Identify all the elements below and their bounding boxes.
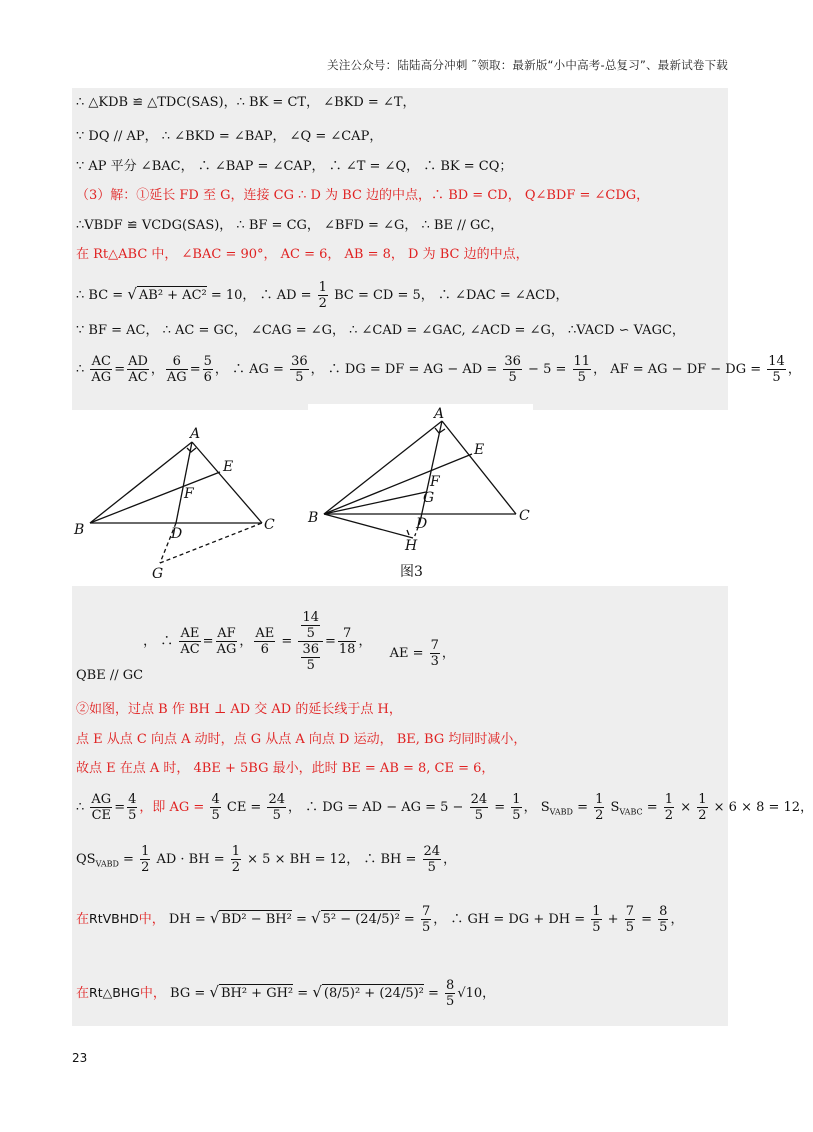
denominator: 5 <box>446 994 455 1009</box>
line-s1: ②如图，过点 B 作 BH ⊥ AD 交 AD 的延长线于点 H， <box>76 702 402 717</box>
text: QBE // GC <box>76 668 144 683</box>
text: S <box>606 800 620 815</box>
radical-sign: √ <box>127 285 137 303</box>
denominator: AG <box>166 370 187 385</box>
segment-ab <box>90 442 192 523</box>
numerator: 1 <box>592 904 601 919</box>
text: ， <box>239 634 253 649</box>
denominator: 5 <box>421 920 431 935</box>
text: RtVBHD <box>89 911 139 926</box>
line-s3: 故点 E 在点 A 时， 4BE + 5BG 最小，此时 BE = AB = 8, CE = 6， <box>76 761 495 776</box>
radical-sign: √ <box>209 983 219 1001</box>
line-s4: ∴ $\frac{AG}{CE}$ = $\frac{4}{5}$ ，即 AG = $\frac{4}{5}$ CE = $\frac{24}{5}$ ， ∴ DG = AD − AG = 5 − $\frac{24}{5}$ = $\frac{1}{5}$ ， $S_{VABD}$ = $\frac{1}{2}$ $S_{VABC}$ = $\frac{1}{2}$ × $\frac{1}{2}$ × 6 × 8 = 12， <box>76 792 813 823</box>
fraction <box>503 354 522 385</box>
denominator: 2 <box>141 860 150 875</box>
label-e: E <box>474 442 485 458</box>
figure-2-svg <box>308 404 533 582</box>
numerator: AE <box>255 626 275 641</box>
fraction <box>423 844 442 875</box>
line-s5 <box>76 844 728 875</box>
ae-result <box>389 638 455 669</box>
label-c: C <box>519 508 530 524</box>
text: = <box>118 852 139 867</box>
radical-sign: √ <box>312 983 322 1001</box>
fraction <box>267 792 286 823</box>
text: CE = <box>222 800 266 815</box>
denominator: CE <box>91 808 112 823</box>
text: = <box>572 800 593 815</box>
denominator: 2 <box>664 808 674 823</box>
text: ， AF = AG − DF − DG = <box>593 362 766 377</box>
fraction <box>166 354 188 385</box>
text: QS <box>76 852 96 867</box>
fraction <box>90 354 112 385</box>
label-f: F <box>430 474 440 490</box>
fraction <box>301 642 320 673</box>
figure-caption: 图3 <box>400 564 423 580</box>
numerator: AD <box>128 354 148 369</box>
numerator: 1 <box>698 792 707 807</box>
numerator: 1 <box>231 844 241 859</box>
segment-ac <box>442 421 516 514</box>
compound-fraction <box>298 610 323 673</box>
segment-bg <box>324 492 426 514</box>
radicand: 5² − (24/5)² <box>322 912 400 927</box>
denominator: 5 <box>306 626 315 641</box>
text: = <box>277 634 297 649</box>
line-3: ∵ AP 平分 ∠BAC， ∴ ∠BAP = ∠CAP， ∴ ∠T = ∠Q， ∴ BK = CQ； <box>76 159 513 174</box>
line-s7 <box>76 978 728 1009</box>
segment-ac <box>192 442 262 523</box>
text: ∴ <box>76 800 89 815</box>
fraction <box>470 792 489 823</box>
segment-ad <box>176 442 192 523</box>
denominator: 5 <box>306 658 315 673</box>
numerator: 1 <box>512 792 521 807</box>
fraction <box>421 904 431 935</box>
segment-be <box>90 472 220 523</box>
denominator: 5 <box>512 808 521 823</box>
fraction <box>430 638 440 669</box>
figure-2 <box>308 404 533 582</box>
fraction <box>767 354 786 385</box>
text: ， ∴ <box>143 634 178 649</box>
text: ∴ BC = <box>76 288 128 303</box>
fraction <box>338 626 357 657</box>
text: AE = <box>389 646 428 661</box>
label-b: B <box>74 522 85 538</box>
denominator: 5 <box>577 370 586 385</box>
denominator: 5 <box>625 920 634 935</box>
line-5: ∴VBDF ≌ VCDG(SAS)， ∴ BF = CG， ∠BFD = ∠G， ∴ BE // GC， <box>76 218 504 233</box>
label-e: E <box>223 459 234 475</box>
radical-sign: √ <box>311 909 321 927</box>
denominator: AC <box>128 370 148 385</box>
radicand: BD² − BH² <box>221 912 292 927</box>
text: ， S <box>523 800 550 815</box>
text: ， <box>443 852 457 867</box>
text: × 6 × 8 = 12， <box>709 800 813 815</box>
denominator: 18 <box>338 642 356 657</box>
subscript: VABD <box>549 807 573 817</box>
text: = 10， ∴ AD = <box>206 288 316 303</box>
numerator: 11 <box>573 354 591 369</box>
solution-block-top <box>72 88 801 410</box>
text: = <box>293 986 313 1001</box>
numerator: 7 <box>430 638 439 653</box>
subscript: VABD <box>95 859 119 869</box>
line-2: ∵ DQ // AP， ∴ ∠BKD = ∠BAP， ∠Q = ∠CAP， <box>76 129 383 144</box>
text: 中， <box>139 986 166 1001</box>
denominator: 5 <box>592 920 601 935</box>
label-c: C <box>264 517 275 533</box>
text: ， ∴ AG = <box>214 362 289 377</box>
line-7 <box>76 280 728 311</box>
numerator: 7 <box>338 626 357 642</box>
denominator: AC <box>180 642 200 657</box>
label-a: A <box>190 426 201 442</box>
label-d: D <box>171 526 183 542</box>
fraction <box>179 626 200 657</box>
text: Rt△BHG <box>89 985 140 1000</box>
denominator: 5 <box>772 370 781 385</box>
solution-block-bottom <box>72 586 813 1026</box>
numerator: 4 <box>128 792 137 807</box>
numerator: 24 <box>423 844 441 859</box>
line-q1: QBE // GC， ∴ $\frac{AE}{AC}$ = $\frac{AF}{AG}$ ， $\frac{AE}{6}$ = $\frac{\frac{14}{5}}{\frac{36}{5}}$ = $\frac{7}{18}$ ， AE = $\frac{7}{3}$ ， <box>76 610 455 683</box>
text: √10， <box>457 986 496 1001</box>
fraction <box>697 792 707 823</box>
text: − 5 = <box>523 362 571 377</box>
numerator: 6 <box>166 354 188 370</box>
fraction <box>625 904 635 935</box>
text: AD · BH = <box>152 852 229 867</box>
radicand: (8/5)² + (24/5)² <box>323 986 424 1001</box>
text: ， ∴ GH = DG + DH = <box>433 912 590 927</box>
numerator: 24 <box>268 792 286 807</box>
numerator: 7 <box>625 904 634 919</box>
line-4: （3）解：①延长 FD 至 G，连接 CG ∴ D 为 BC 边的中点，∴ BD = CD， Q∠BDF = ∠CDG， <box>76 188 650 203</box>
denominator: AG <box>216 642 237 657</box>
text: 中， <box>138 912 165 927</box>
numerator: 1 <box>141 844 150 859</box>
fraction <box>445 978 455 1009</box>
label-a: A <box>434 406 445 422</box>
text: = <box>637 912 657 927</box>
denominator: 5 <box>128 808 137 823</box>
text: ， ∴ DG = DF = AG − AD = <box>310 362 502 377</box>
fraction <box>511 792 521 823</box>
numerator: 14 <box>302 610 319 625</box>
denominator: 2 <box>231 860 241 875</box>
fraction <box>318 280 328 311</box>
numerator: AE <box>180 626 200 641</box>
denominator: 3 <box>430 654 439 669</box>
fraction <box>90 792 112 823</box>
denominator: 2 <box>698 808 707 823</box>
segment-be <box>324 454 472 514</box>
text: BG = <box>170 986 210 1001</box>
text: × <box>676 800 696 815</box>
numerator: AC <box>91 354 111 369</box>
denominator: 5 <box>427 860 436 875</box>
numerator: 36 <box>504 354 521 369</box>
label-b: B <box>308 510 319 526</box>
text: = <box>642 800 662 815</box>
radicand: AB² + AC² <box>138 288 207 303</box>
denominator: 6 <box>203 370 212 385</box>
fraction <box>127 792 137 823</box>
numerator: 1 <box>595 792 604 807</box>
label-d: D <box>416 516 428 532</box>
fraction <box>664 792 674 823</box>
segment-bh <box>324 514 413 538</box>
text: ， <box>150 362 164 377</box>
fraction <box>658 904 668 935</box>
line-8: ∵ BF = AC， ∴ AC = GC， ∠CAG = ∠G， ∴ ∠CAD = ∠GAC, ∠ACD = ∠G， ∴VACD ∽ VAGC， <box>76 323 685 338</box>
right-angle-mark <box>187 448 196 452</box>
text: DH = <box>168 912 210 927</box>
text: BC = CD = 5， ∴ ∠DAC = ∠ACD， <box>329 288 569 303</box>
text: = <box>490 800 510 815</box>
fraction <box>591 904 601 935</box>
numerator: 7 <box>421 904 431 919</box>
text: ， ∴ DG = AD − AG = 5 − <box>288 800 468 815</box>
line-s6 <box>76 904 728 935</box>
numerator: 1 <box>318 280 327 295</box>
numerator: 36 <box>302 642 319 657</box>
fraction <box>216 626 238 657</box>
numerator: 4 <box>211 792 220 807</box>
label-g: G <box>152 566 164 582</box>
text: 在 <box>76 986 90 1001</box>
text: ， <box>441 646 455 661</box>
numerator: AG <box>91 792 112 807</box>
denominator: 2 <box>318 296 327 311</box>
figure-1 <box>72 426 276 581</box>
fraction <box>140 844 150 875</box>
text: = <box>399 912 419 927</box>
denominator: 5 <box>659 920 668 935</box>
label-h: H <box>405 538 418 554</box>
fraction <box>231 844 241 875</box>
text: ， <box>358 634 372 649</box>
fraction <box>301 610 320 641</box>
line-6: 在 Rt△ABC 中， ∠BAC = 90°， AC = 6， AB = 8， D 为 BC 边的中点， <box>76 247 529 262</box>
numerator: 24 <box>470 792 488 807</box>
text: ， <box>787 362 801 377</box>
fraction <box>254 626 275 657</box>
fraction <box>594 792 604 823</box>
numerator: 14 <box>768 354 785 369</box>
text: 在 <box>76 912 90 927</box>
text: + <box>603 912 623 927</box>
line-9: ∴ $\frac{AC}{AG}$ = $\frac{AD}{AC}$ ， $\frac{6}{AG}$ = $\frac{5}{6}$ ， ∴ AG = $\frac{36}{5}$ ， ∴ DG = DF = AG − AD = $\frac{36}{5}$ − 5 = $\frac{11}{5}$ ， AF = AG − DF − DG = $\frac{14}{5}$ ， <box>76 354 801 385</box>
page-number: 23 <box>72 1051 88 1065</box>
text: ， <box>670 912 684 927</box>
radicand: BH² + GH² <box>220 986 294 1001</box>
text: ∴ <box>76 362 89 377</box>
line-s2: 点 E 从点 C 向点 A 动时，点 G 从点 A 向点 D 运动， BE, BG 均同时减小， <box>76 732 527 747</box>
numerator: 1 <box>664 792 674 807</box>
fraction <box>573 354 592 385</box>
page-header: 关注公众号：陆陆高分冲刺 ˜领取：最新版“小中高考-总复习”、最新试卷下载 <box>327 58 728 72</box>
denominator: 5 <box>211 808 220 823</box>
denominator: 5 <box>295 370 304 385</box>
numerator: 8 <box>659 904 668 919</box>
figure-1-svg <box>72 426 276 581</box>
fraction <box>127 354 149 385</box>
fraction <box>210 792 220 823</box>
right-angle-mark-h <box>407 530 409 535</box>
label-g: G <box>423 490 435 506</box>
denominator: 5 <box>272 808 281 823</box>
text: ，即 AG = <box>139 800 209 815</box>
text: = <box>423 986 444 1001</box>
subscript: VABC <box>619 807 643 817</box>
denominator: 5 <box>474 808 483 823</box>
denominator: 2 <box>595 808 604 823</box>
label-f: F <box>184 486 194 502</box>
numerator: AF <box>217 626 236 641</box>
denominator: 6 <box>260 642 269 657</box>
fraction <box>203 354 213 385</box>
numerator: 36 <box>291 354 308 369</box>
fraction <box>290 354 309 385</box>
line-1: ∴ △KDB ≌ △TDC(SAS)，∴ BK = CT， ∠BKD = ∠T， <box>76 95 416 110</box>
denominator: 5 <box>508 370 517 385</box>
text: = <box>291 912 312 927</box>
numerator: 5 <box>203 354 212 369</box>
numerator: 8 <box>446 978 455 993</box>
radical-sign: √ <box>209 909 220 927</box>
text: × 5 × BH = 12， ∴ BH = <box>243 852 421 867</box>
denominator: AG <box>91 370 112 385</box>
